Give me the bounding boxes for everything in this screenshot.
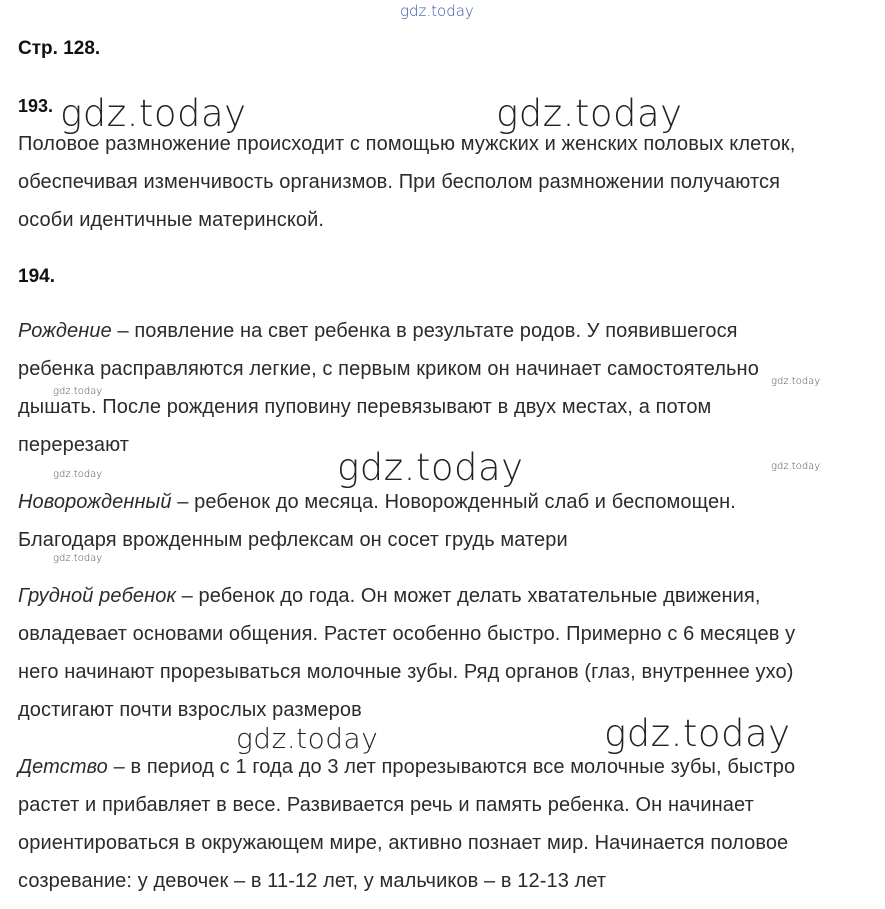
text-line: него начинают прорезываться молочные зубы. Ряд органов (глаз, внутреннее ухо) — [18, 661, 794, 683]
stage-term: Новорожденный — [18, 491, 172, 513]
text-line: ориентироваться в окружающем мире, активно познает мир. Начинается половое — [18, 832, 789, 854]
watermark: gdz.today — [236, 722, 379, 755]
task-193-text — [18, 125, 878, 239]
stage-childhood — [18, 748, 878, 900]
stage-birth — [18, 312, 878, 464]
watermark: gdz.today — [496, 92, 683, 135]
task-194-number: 194. — [18, 266, 55, 287]
stage-newborn — [18, 483, 878, 559]
watermark: gdz.today — [771, 376, 821, 387]
stage-term: Грудной ребенок — [18, 585, 177, 607]
text-line: растет и прибавляет в весе. Развивается речь и память ребенка. Он начинает — [18, 794, 754, 816]
text-line: овладевает основами общения. Растет особенно быстро. Примерно с 6 месяцев у — [18, 623, 796, 645]
page-heading: Стр. 128. — [18, 38, 101, 59]
watermark: gdz.today — [604, 712, 791, 755]
stage-text: – ребенок до года. Он может делать хватательные движения, — [176, 585, 761, 607]
stage-term: Рождение — [18, 320, 112, 342]
watermark: gdz.today — [53, 469, 103, 480]
stage-text: – появление на свет ребенка в результате родов. У появившегося — [111, 320, 738, 342]
stage-term: Детство — [18, 756, 108, 778]
stage-infant — [18, 577, 878, 729]
text-line: Благодаря врожденным рефлексам он сосет грудь матери — [18, 529, 568, 551]
stage-text: – в период с 1 года до 3 лет прорезываются все молочные зубы, быстро — [107, 756, 796, 778]
watermark: gdz.today — [60, 92, 247, 135]
watermark: gdz.today — [53, 553, 103, 564]
text-line: ребенка расправляются легкие, с первым криком он начинает самостоятельно — [18, 358, 759, 380]
watermark-top: gdz.today — [400, 2, 474, 20]
text-line: созревание: у девочек – в 11-12 лет, у мальчиков – в 12-13 лет — [18, 870, 607, 892]
text-line: обеспечивая изменчивость организмов. При бесполом размножении получаются — [18, 171, 781, 193]
text-line: достигают почти взрослых размеров — [18, 699, 362, 721]
watermark: gdz.today — [337, 446, 524, 489]
text-line: особи идентичные материнской. — [18, 209, 325, 231]
watermark: gdz.today — [53, 386, 103, 397]
watermark: gdz.today — [771, 461, 821, 472]
text-line: дышать. После рождения пуповину перевязывают в двух местах, а потом — [18, 396, 712, 418]
text-line: перерезают — [18, 434, 130, 456]
task-193-number: 193. — [18, 96, 54, 116]
text-line: Половое размножение происходит с помощью мужских и женских половых клеток, — [18, 133, 796, 155]
stage-text: – ребенок до месяца. Новорожденный слаб и беспомощен. — [171, 491, 736, 513]
